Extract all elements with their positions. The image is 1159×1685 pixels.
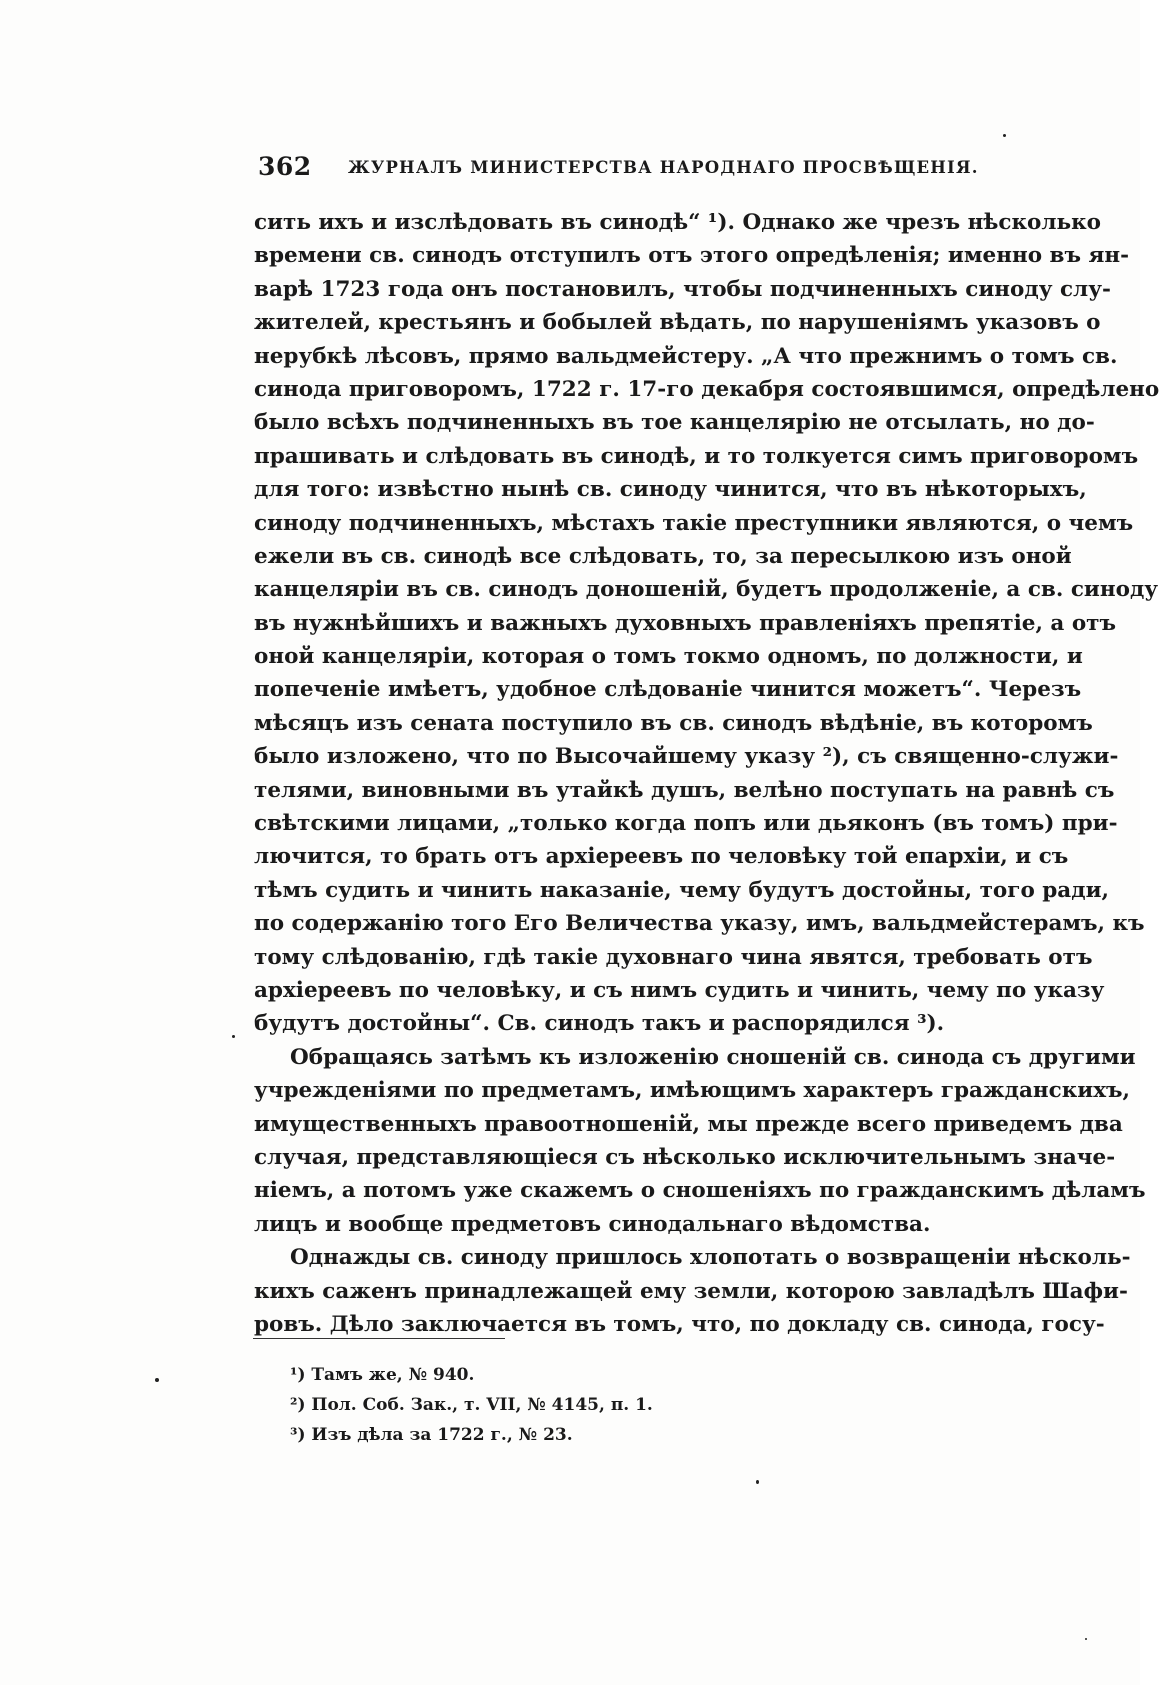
print-speck	[232, 1035, 235, 1038]
page-header	[258, 152, 1050, 188]
footnote: ³) Изъ дѣла за 1722 г., № 23.	[290, 1425, 573, 1445]
text-line: будутъ достойны“. Св. синодъ такъ и распорядился ³).	[254, 1011, 945, 1037]
text-line: тѣмъ судить и чинить наказаніе, чему будутъ достойны, того ради,	[254, 877, 1110, 903]
text-line: тому слѣдованію, гдѣ такіе духовнаго чина явятся, требовать отъ	[254, 944, 1093, 970]
text-line: оной канцеляріи, которая о томъ токмо одномъ, по должности, и	[254, 644, 1083, 670]
footnote: ¹) Тамъ же, № 940.	[290, 1365, 475, 1385]
text-line: жителей, крестьянъ и бобылей вѣдать, по нарушеніямъ указовъ о	[254, 310, 1101, 336]
text-line: ровъ. Дѣло заключается въ томъ, что, по докладу св. синода, госу-	[254, 1311, 1105, 1337]
text-line: лючится, то брать отъ архіереевъ по человѣку той епархіи, и съ	[254, 844, 1069, 870]
text-line: телями, виновными въ утайкѣ душъ, велѣно поступать на равнѣ съ	[254, 777, 1115, 803]
footnote: ²) Пол. Соб. Зак., т. VII, № 4145, п. 1.	[290, 1395, 653, 1415]
body-text	[254, 206, 1159, 1341]
text-line: ніемъ, а потомъ уже скажемъ о сношеніяхъ по гражданскимъ дѣламъ	[254, 1178, 1146, 1204]
footnotes	[290, 1360, 890, 1450]
text-line: ежели въ св. синодѣ все слѣдовать, то, за пересылкою изъ оной	[254, 543, 1072, 569]
text-line: имущественныхъ правоотношеній, мы прежде всего приведемъ два	[254, 1111, 1123, 1137]
print-speck	[155, 1378, 159, 1382]
text-line: мѣсяцъ изъ сената поступило въ св. синодъ вѣдѣніе, въ которомъ	[254, 710, 1093, 736]
text-line: по содержанію того Его Величества указу, имъ, вальдмейстерамъ, къ	[254, 911, 1145, 937]
paragraph-start-line: Однажды св. синоду пришлось хлопотать о возвращеніи нѣсколь-	[290, 1245, 1131, 1271]
text-line: канцеляріи въ св. синодъ доношеній, будетъ продолженіе, а св. синоду	[254, 577, 1159, 603]
text-line: кихъ саженъ принадлежащей ему земли, которою завладѣлъ Шафи-	[254, 1278, 1128, 1304]
running-title: ЖУРНАЛЪ МИНИСТЕРСТВА НАРОДНАГО ПРОСВѢЩЕНІЯ.	[348, 158, 979, 177]
page-number: 362	[258, 152, 312, 181]
text-line: свѣтскими лицами, „только когда попъ или дьяконъ (въ томъ) при-	[254, 811, 1118, 837]
text-line: синоду подчиненныхъ, мѣстахъ такіе преступники являются, о чемъ	[254, 510, 1134, 536]
text-line: синода приговоромъ, 1722 г. 17-го декабря состоявшимся, опредѣлено	[254, 376, 1159, 402]
text-line: было изложено, что по Высочайшему указу ²), съ священно-служи-	[254, 744, 1119, 770]
text-line: лицъ и вообще предметовъ синодальнаго вѣдомства.	[254, 1211, 931, 1237]
text-line: учрежденіями по предметамъ, имѣющимъ характеръ гражданскихъ,	[254, 1078, 1131, 1104]
print-speck	[1085, 1638, 1087, 1640]
text-line: варѣ 1723 года онъ постановилъ, чтобы подчиненныхъ синоду слу-	[254, 276, 1111, 302]
print-speck	[1003, 134, 1006, 137]
text-line: прашивать и слѣдовать въ синодѣ, и то толкуется симъ приговоромъ	[254, 443, 1139, 469]
text-line: архіереевъ по человѣку, и съ нимъ судить и чинить, чему по указу	[254, 977, 1105, 1003]
text-line: попеченіе имѣетъ, удобное слѣдованіе чинится можетъ“. Черезъ	[254, 677, 1082, 703]
footnote-divider	[253, 1338, 505, 1339]
text-line: случая, представляющіеся съ нѣсколько исключительнымъ значе-	[254, 1144, 1116, 1170]
text-line: нерубкѣ лѣсовъ, прямо вальдмейстеру. „А что прежнимъ о томъ св.	[254, 343, 1118, 369]
text-line: сить ихъ и изслѣдовать въ синодѣ“ ¹). Однако же чрезъ нѣсколько	[254, 210, 1102, 235]
paragraph-start-line: Обращаясь затѣмъ къ изложенію сношеній св. синода съ другими	[290, 1044, 1136, 1070]
text-line: въ нужнѣйшихъ и важныхъ духовныхъ правленіяхъ препятіе, а отъ	[254, 610, 1116, 636]
text-line: было всѣхъ подчиненныхъ въ тое канцелярію не отсылать, но до-	[254, 410, 1095, 436]
print-speck	[756, 1480, 759, 1484]
text-line: времени св. синодъ отступилъ отъ этого опредѣленія; именно въ ян-	[254, 243, 1129, 269]
text-line: для того: извѣстно нынѣ св. синоду чинится, что въ нѣкоторыхъ,	[254, 477, 1087, 503]
